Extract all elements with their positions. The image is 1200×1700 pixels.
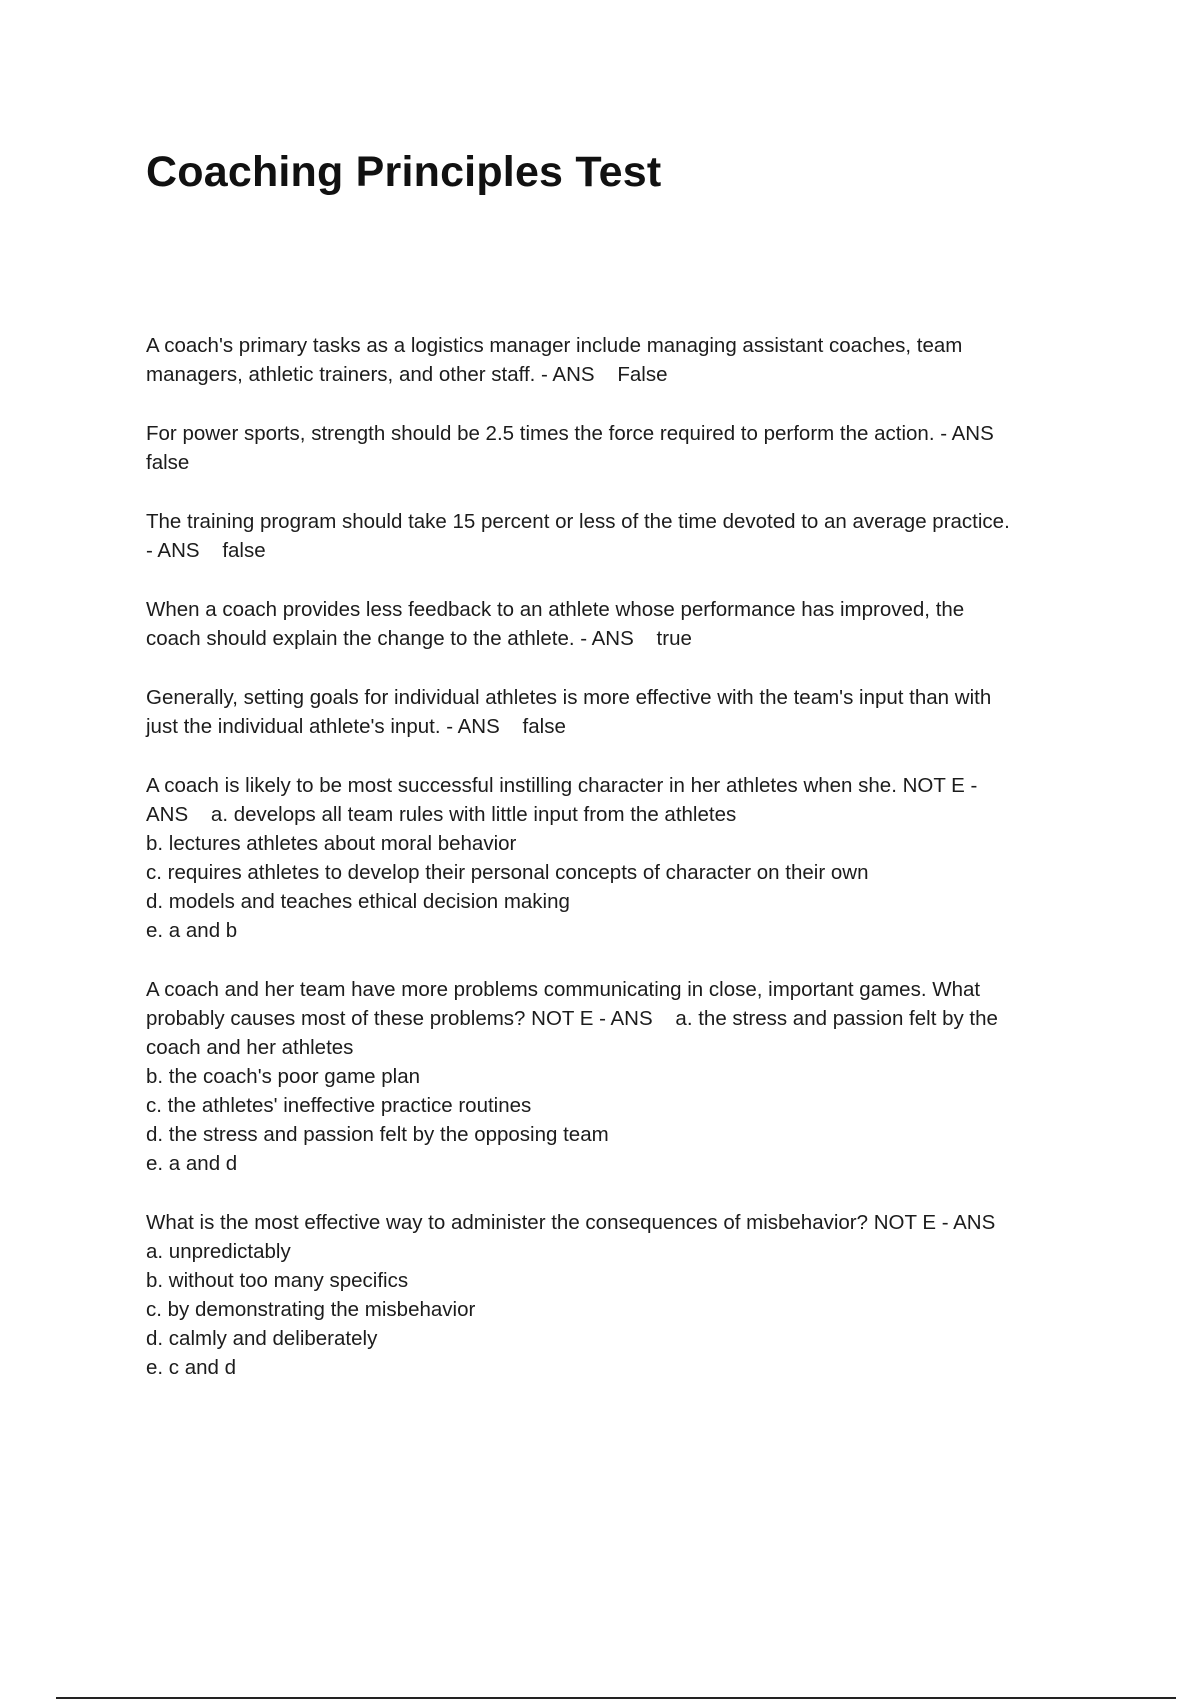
question-text-line: coach and her athletes	[146, 1036, 354, 1059]
question-text-line: b. lectures athletes about moral behavior	[146, 832, 517, 855]
question-text-line: a. unpredictably	[146, 1240, 291, 1263]
question-text-line: false	[146, 451, 190, 474]
question-item	[146, 419, 1086, 477]
question-text-line: d. models and teaches ethical decision making	[146, 890, 570, 913]
question-text-line: coach should explain the change to the athlete. - ANS true	[146, 627, 692, 650]
question-text-line: b. the coach's poor game plan	[146, 1065, 421, 1088]
question-text-line: c. requires athletes to develop their personal concepts of character on their own	[146, 861, 869, 884]
question-text-line: probably causes most of these problems? NOT E - ANS a. the stress and passion felt by the	[146, 1007, 998, 1030]
question-text-line: managers, athletic trainers, and other staff. - ANS False	[146, 363, 668, 386]
question-text-line: The training program should take 15 percent or less of the time devoted to an average practice.	[146, 510, 1010, 533]
question-item	[146, 975, 1086, 1178]
footer-divider	[56, 1697, 1176, 1699]
question-text-line: - ANS false	[146, 539, 266, 562]
question-text-line: What is the most effective way to administer the consequences of misbehavior? NOT E - ANS	[146, 1211, 996, 1234]
question-item	[146, 771, 1086, 945]
question-text-line: Generally, setting goals for individual athletes is more effective with the team's input than with	[146, 686, 992, 709]
question-text-line: ANS a. develops all team rules with little input from the athletes	[146, 803, 737, 826]
question-item	[146, 1208, 1086, 1382]
question-text-line: A coach's primary tasks as a logistics manager include managing assistant coaches, team	[146, 334, 963, 357]
question-item	[146, 595, 1086, 653]
question-text-line: d. the stress and passion felt by the opposing team	[146, 1123, 609, 1146]
question-item	[146, 331, 1086, 389]
question-item	[146, 683, 1086, 741]
question-item	[146, 507, 1086, 565]
question-text-line: A coach is likely to be most successful instilling character in her athletes when she. NOT E -	[146, 774, 978, 797]
question-text-line: e. a and d	[146, 1152, 238, 1175]
question-list	[146, 331, 1086, 1412]
page-title: Coaching Principles Test	[146, 148, 662, 196]
question-text-line: just the individual athlete's input. - ANS false	[146, 715, 566, 738]
question-text-line: A coach and her team have more problems communicating in close, important games. What	[146, 978, 981, 1001]
question-text-line: e. c and d	[146, 1356, 237, 1379]
question-text-line: e. a and b	[146, 919, 238, 942]
question-text-line: d. calmly and deliberately	[146, 1327, 378, 1350]
question-text-line: When a coach provides less feedback to an athlete whose performance has improved, the	[146, 598, 965, 621]
question-text-line: For power sports, strength should be 2.5 times the force required to perform the action. - ANS	[146, 422, 994, 445]
question-text-line: b. without too many specifics	[146, 1269, 409, 1292]
question-text-line: c. the athletes' ineffective practice routines	[146, 1094, 532, 1117]
question-text-line: c. by demonstrating the misbehavior	[146, 1298, 476, 1321]
